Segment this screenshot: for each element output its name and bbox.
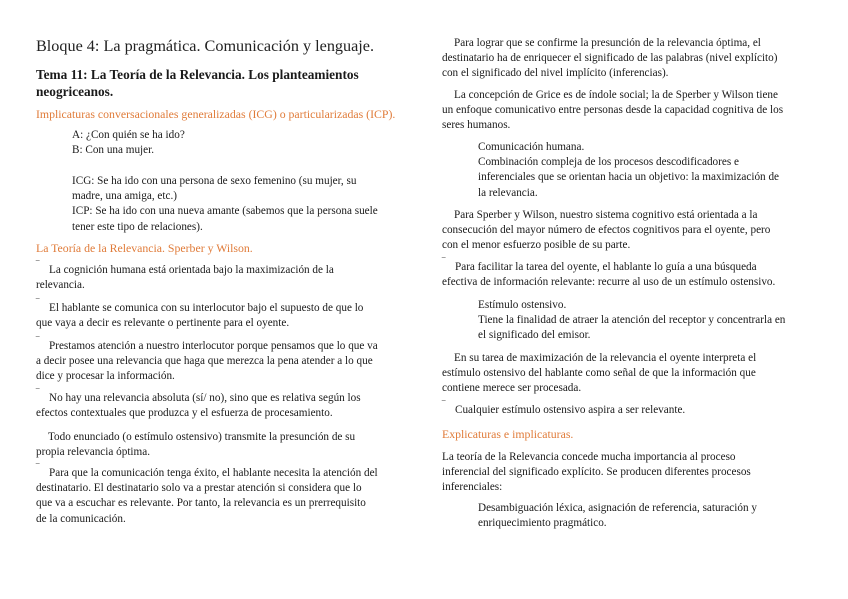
text-line: Combinación compleja de los procesos descodificadores e [478, 156, 739, 169]
text-line: La concepción de Grice es de índole social; la de Sperber y Wilson tiene [454, 89, 778, 101]
dash-bullet-icon: ‾ [36, 261, 40, 272]
text-line: a decir posee una relevancia que haga que merezca la pena atender a lo que [36, 355, 373, 368]
text-line: Tiene la finalidad de atraer la atención del receptor y concentrarla en [478, 314, 786, 327]
dash-bullet-icon: ‾ [36, 389, 40, 400]
dash-bullet-icon: ‾ [442, 401, 446, 412]
text-line: dice y procesar la información. [36, 370, 175, 383]
text-line: estímulo ostensivo del hablante como señal de que la información que [442, 367, 756, 380]
bullet-item [36, 339, 406, 385]
topic-title-line: Tema 11: La Teoría de la Relevancia. Los planteamientos [36, 67, 359, 82]
paragraph [442, 88, 814, 134]
text-line: Desambiguación léxica, asignación de referencia, saturación y [478, 502, 757, 514]
dash-bullet-icon: ‾ [442, 258, 446, 269]
section-heading-explicaturas: Explicaturas e implicaturas. [442, 427, 574, 441]
text-line: El hablante se comunica con su interlocutor bajo el supuesto de que lo [49, 302, 364, 314]
text-line: que va a escuchar es relevante. Por tanto, la relevancia es un prerrequisito [36, 497, 366, 510]
topic-title-line: neogriceanos. [36, 84, 114, 99]
text-line: la relevancia. [478, 186, 538, 199]
paragraph [442, 36, 814, 82]
paragraph [442, 351, 814, 397]
dialog-line-a: A: ¿Con quién se ha ido? [72, 129, 185, 141]
text-line: No hay una relevancia absoluta (sí/ no), sino que es relativa según los [49, 392, 361, 404]
text-line: La teoría de la Relevancia concede mucha importancia al proceso [442, 451, 736, 463]
text-line: propia relevancia óptima. [36, 446, 150, 459]
text-line: Prestamos atención a nuestro interlocutor porque pensamos que lo que va [49, 340, 378, 352]
text-line: destinatario. El destinatario solo va a prestar atención si considera que lo [36, 482, 362, 495]
text-line: contiene merece ser procesada. [442, 382, 582, 395]
paragraph [442, 450, 814, 496]
text-line: Para Sperber y Wilson, nuestro sistema cognitivo está orientada a la [454, 209, 758, 221]
block-quote [442, 140, 814, 201]
bullet-item [36, 263, 406, 293]
text-line: Estímulo ostensivo. [478, 299, 567, 311]
text-line: consecución del mayor número de efectos cognitivos para el oyente, pero [442, 224, 771, 237]
dash-bullet-icon: ‾ [36, 337, 40, 348]
section-heading-implicaturas: Implicaturas conversacionales generalizadas (ICG) o particularizadas (ICP). [36, 107, 396, 121]
text-line: En su tarea de maximización de la relevancia el oyente interpreta el [454, 352, 757, 364]
paragraph [442, 208, 814, 254]
text-line: de la comunicación. [36, 512, 126, 525]
dialog-example [36, 128, 406, 158]
text-line: un enfoque comunicativo entre personas desde la capacidad cognitiva de los [442, 104, 784, 117]
bullet-item [36, 301, 406, 331]
block-quote [442, 298, 814, 344]
bullet-item [36, 391, 406, 421]
text-line: relevancia. [36, 279, 85, 292]
text-line: Para que la comunicación tenga éxito, el hablante necesita la atención del [49, 467, 378, 479]
text-line: ICG: Se ha ido con una persona de sexo femenino (su mujer, su [72, 175, 357, 187]
text-line: tener este tipo de relaciones). [72, 220, 203, 233]
text-line: efectiva de información relevante: recurre al uso de un estímulo ostensivo. [442, 276, 776, 289]
icg-icp-example [36, 174, 406, 235]
text-line: Comunicación humana. [478, 141, 585, 153]
dialog-line-b: B: Con una mujer. [72, 144, 155, 157]
bullet-item [442, 403, 814, 418]
text-line: inferenciales que se orientan hacia un objetivo: la maximización de [478, 171, 780, 184]
text-line: La cognición humana está orientada bajo la maximización de la [49, 264, 334, 276]
paragraph [36, 430, 406, 460]
text-line: el significado del emisor. [478, 329, 591, 342]
text-line: Para lograr que se confirme la presunción de la relevancia óptima, el [454, 37, 761, 49]
text-line: enriquecimiento pragmático. [478, 517, 607, 530]
section-heading-teoria: La Teoría de la Relevancia. Sperber y Wilson. [36, 241, 253, 255]
text-line: Cualquier estímulo ostensivo aspira a ser relevante. [455, 404, 686, 416]
text-line: con el significado del nivel implícito (inferencias). [442, 67, 669, 80]
text-line: con el menor esfuerzo posible de su parte. [442, 239, 631, 252]
bullet-item [442, 260, 814, 290]
text-line: inferencial del significado explícito. Se producen diferentes procesos [442, 466, 751, 479]
text-line: destinatario ha de enriquecer el significado de las palabras (nivel explícito) [442, 52, 778, 65]
text-line: seres humanos. [442, 119, 511, 132]
dash-bullet-icon: ‾ [36, 299, 40, 310]
chapter-heading: Bloque 4: La pragmática. Comunicación y lenguaje. [36, 37, 375, 55]
bullet-item [36, 466, 406, 527]
dash-bullet-icon: ‾ [36, 464, 40, 475]
text-line: Todo enunciado (o estímulo ostensivo) transmite la presunción de su [48, 431, 356, 443]
text-line: efectos contextuales que produzca y el esfuerza de procesamiento. [36, 407, 333, 420]
text-line: Para facilitar la tarea del oyente, el hablante lo guía a una búsqueda [455, 261, 757, 273]
text-line: madre, una amiga, etc.) [72, 190, 177, 203]
text-line: inferenciales: [442, 481, 503, 494]
topic-title [36, 66, 406, 100]
text-line: que vaya a decir es relevante o pertinente para el oyente. [36, 317, 290, 330]
block-quote [442, 501, 814, 531]
text-line: ICP: Se ha ido con una nueva amante (sabemos que la persona suele [72, 205, 378, 218]
